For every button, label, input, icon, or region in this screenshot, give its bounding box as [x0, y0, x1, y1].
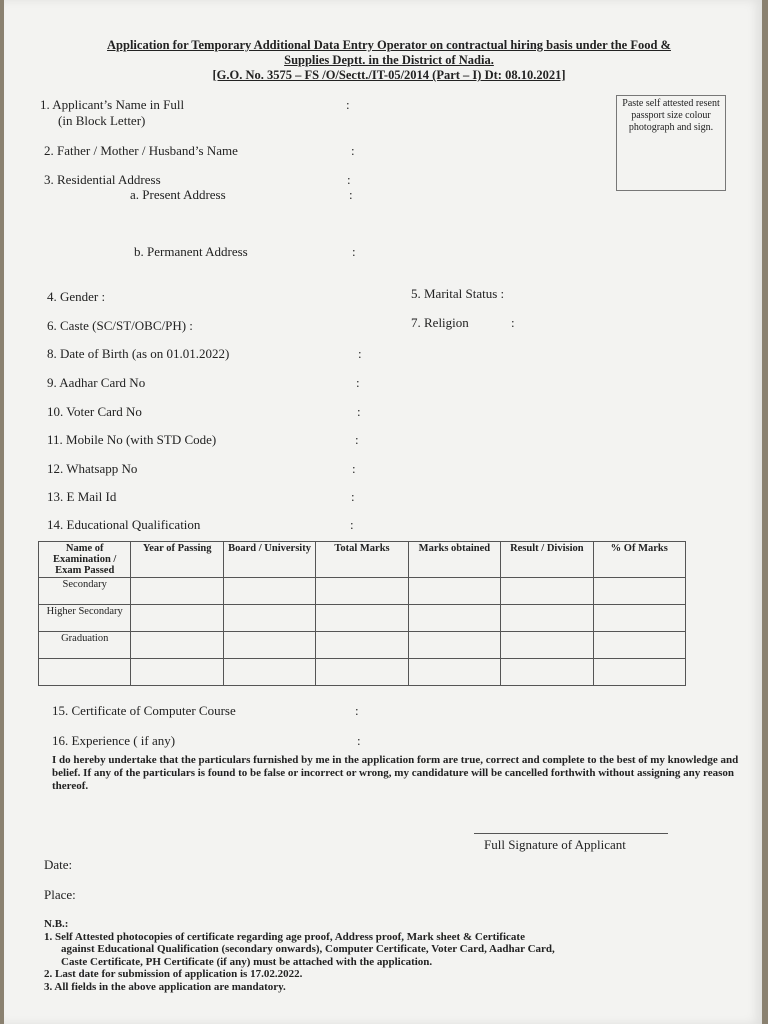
education-table: [38, 541, 686, 686]
exam-name-cell: [39, 659, 131, 686]
note-item-continued: Caste Certificate, PH Certificate (if any) must be attached with the application.: [61, 955, 433, 968]
column-header: % Of Marks: [593, 542, 685, 578]
colon: :: [355, 703, 359, 718]
title-line-2: Supplies Deptt. in the District of Nadia.: [284, 53, 494, 67]
table-cell[interactable]: [131, 578, 223, 605]
note-item: 1. Self Attested photocopies of certificate regarding age proof, Address proof, Mark sheet & Certificate: [44, 930, 525, 943]
table-cell[interactable]: [223, 605, 315, 632]
table-cell[interactable]: [593, 578, 685, 605]
table-cell[interactable]: [223, 659, 315, 686]
table-cell[interactable]: [408, 578, 500, 605]
table-cell[interactable]: [316, 659, 408, 686]
voter-card-label: 10. Voter Card No: [47, 404, 142, 419]
table-cell[interactable]: [501, 632, 593, 659]
religion-label: 7. Religion: [411, 315, 469, 330]
signature-line[interactable]: [474, 833, 668, 834]
table-cell[interactable]: [223, 632, 315, 659]
exam-name-cell: Graduation: [39, 632, 131, 659]
form-title: [34, 38, 744, 83]
table-header-row: [39, 542, 686, 578]
note-item: 3. All fields in the above application are mandatory.: [44, 980, 286, 993]
colon: :: [355, 432, 359, 447]
column-header: Board / University: [223, 542, 315, 578]
exam-name-cell: Higher Secondary: [39, 605, 131, 632]
colon: :: [356, 375, 360, 390]
column-header: Total Marks: [316, 542, 408, 578]
mobile-label: 11. Mobile No (with STD Code): [47, 432, 217, 447]
table-cell[interactable]: [316, 605, 408, 632]
place-label: Place:: [44, 887, 76, 902]
colon: :: [357, 733, 361, 748]
table-cell[interactable]: [501, 578, 593, 605]
gender-label: 4. Gender :: [47, 289, 106, 304]
table-row: [39, 605, 686, 632]
date-label: Date:: [44, 857, 73, 872]
caste-label: 6. Caste (SC/ST/OBC/PH) :: [47, 318, 193, 333]
title-line-1: Application for Temporary Additional Data Entry Operator on contractual hiring basis under the Food &: [107, 38, 671, 52]
table-cell[interactable]: [408, 659, 500, 686]
email-label: 13. E Mail Id: [47, 489, 117, 504]
whatsapp-label: 12. Whatsapp No: [47, 461, 138, 476]
table-cell[interactable]: [593, 632, 685, 659]
table-cell[interactable]: [501, 659, 593, 686]
table-cell[interactable]: [593, 659, 685, 686]
applicant-name-label: 1. Applicant’s Name in Full: [40, 97, 185, 112]
column-header: Marks obtained: [408, 542, 500, 578]
declaration-text: I do hereby undertake that the particulars furnished by me in the application form are true, correct and complete to the best of my knowledge and belief. If any of the particulars is found to be false or incorrect or wrong, my candidature will be cancelled forthwith without assigning any reason thereof.: [52, 754, 739, 792]
note-item: 2. Last date for submission of application is 17.02.2022.: [44, 968, 303, 980]
colon: :: [347, 172, 351, 187]
colon: :: [349, 187, 353, 202]
colon: :: [511, 315, 515, 330]
government-order-reference: [G.O. No. 3575 – FS /O/Sectt./IT-05/2014 (Part – I) Dt: 08.10.2021]: [212, 68, 566, 82]
column-header: Name of Examination / Exam Passed: [39, 542, 131, 578]
signature-label: Full Signature of Applicant: [484, 837, 626, 852]
colon: :: [352, 461, 356, 476]
exam-name-cell: Secondary: [39, 578, 131, 605]
table-cell[interactable]: [223, 578, 315, 605]
father-name-label: 2. Father / Mother / Husband’s Name: [44, 143, 238, 158]
table-row: [39, 659, 686, 686]
permanent-address-label: b. Permanent Address: [134, 244, 248, 259]
aadhar-label: 9. Aadhar Card No: [47, 375, 146, 390]
table-cell[interactable]: [131, 659, 223, 686]
table-cell[interactable]: [501, 605, 593, 632]
table-row: [39, 578, 686, 605]
education-label: 14. Educational Qualification: [47, 517, 201, 532]
table-cell[interactable]: [316, 632, 408, 659]
photo-box: Paste self attested resent passport size colour photograph and sign.: [616, 95, 726, 191]
computer-course-label: 15. Certificate of Computer Course: [52, 703, 236, 718]
marital-status-label: 5. Marital Status :: [411, 286, 505, 301]
colon: :: [352, 244, 356, 259]
colon: :: [351, 489, 355, 504]
table-cell[interactable]: [131, 605, 223, 632]
table-cell[interactable]: [316, 578, 408, 605]
date-of-birth-label: 8. Date of Birth (as on 01.01.2022): [47, 346, 230, 361]
application-form-page: [4, 0, 762, 1024]
present-address-label: a. Present Address: [130, 187, 226, 202]
residential-address-label: 3. Residential Address: [44, 172, 161, 187]
experience-label: 16. Experience ( if any): [52, 733, 176, 748]
notes-section: [44, 918, 744, 993]
note-item-continued: against Educational Qualification (secondary onwards), Computer Certificate, Voter Card, Aadhar Card,: [61, 943, 555, 955]
colon: :: [350, 517, 354, 532]
colon: :: [358, 346, 362, 361]
notes-heading: N.B.:: [44, 918, 69, 930]
column-header: Year of Passing: [131, 542, 223, 578]
table-row: [39, 632, 686, 659]
table-cell[interactable]: [408, 605, 500, 632]
colon: :: [351, 143, 355, 158]
colon: :: [357, 404, 361, 419]
table-cell[interactable]: [131, 632, 223, 659]
table-cell[interactable]: [408, 632, 500, 659]
colon: :: [346, 97, 350, 112]
column-header: Result / Division: [501, 542, 593, 578]
applicant-name-sublabel: (in Block Letter): [58, 113, 146, 128]
table-cell[interactable]: [593, 605, 685, 632]
